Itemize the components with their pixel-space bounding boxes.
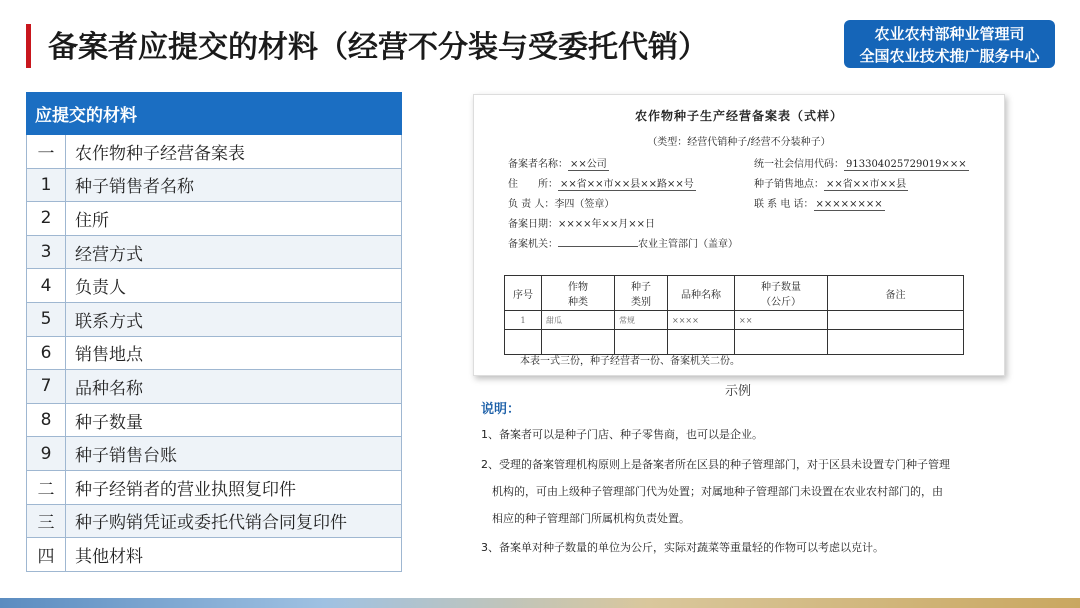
row-number: 3 [27, 235, 66, 269]
row-number: 4 [27, 269, 66, 303]
sample-cell: 1 [505, 311, 542, 330]
sample-cell: ×××× [668, 311, 735, 330]
row-number: 9 [27, 437, 66, 471]
table-row [27, 168, 402, 202]
row-text: 其他材料 [66, 538, 402, 572]
sample-cell: ×× [735, 311, 828, 330]
materials-table-header: 应提交的材料 [27, 93, 402, 135]
field-value: 农业主管部门（盖章） [638, 239, 738, 250]
row-text: 住所 [66, 202, 402, 236]
table-row [27, 135, 402, 169]
table-row [27, 504, 402, 538]
field-credit-code [754, 155, 969, 170]
sample-col-header: 备注 [828, 276, 964, 311]
sample-form [473, 94, 1005, 376]
field-label: 联 系 电 话： [754, 199, 814, 210]
title-accent-bar [26, 24, 31, 68]
row-text: 种子销售台账 [66, 437, 402, 471]
field-sales-place [754, 175, 908, 190]
sample-col-header: 品种名称 [668, 276, 735, 311]
field-value: 李四（签章） [554, 199, 615, 210]
row-number: 1 [27, 168, 66, 202]
row-text: 种子购销凭证或委托代销合同复印件 [66, 504, 402, 538]
sample-col-header: 种子 类别 [615, 276, 668, 311]
row-number: 6 [27, 336, 66, 370]
field-value: ×××××××× [815, 199, 883, 210]
field-label: 备案者名称： [508, 159, 568, 170]
field-label: 备案机关： [508, 239, 558, 250]
sample-cell [615, 330, 668, 355]
row-text: 负责人 [66, 269, 402, 303]
field-value: ××省××市××县××路××号 [560, 179, 694, 190]
sample-table [504, 275, 964, 355]
field-person [508, 195, 614, 210]
sample-col-header: 种子数量 （公斤） [735, 276, 828, 311]
sample-cell: 甜瓜 [542, 311, 615, 330]
field-value: ××公司 [570, 159, 607, 170]
org-name-2: 全国农业技术推广服务中心 [859, 47, 1040, 65]
field-label: 负 责 人： [508, 199, 555, 210]
row-text: 联系方式 [66, 302, 402, 336]
row-text: 种子数量 [66, 403, 402, 437]
table-row [27, 302, 402, 336]
row-text: 经营方式 [66, 235, 402, 269]
note-item-2-line-2: 机构的，可由上级种子管理部门代为处置；对属地种子管理部门未设置在农业农村部门的，由 [492, 485, 943, 498]
table-row [27, 370, 402, 404]
sample-cell [828, 311, 964, 330]
field-value: ××××年××月××日 [558, 219, 656, 230]
note-item-3: 3、备案单对种子数量的单位为公斤，实际对蔬菜等重量轻的作物可以考虑以克计。 [481, 541, 884, 554]
sample-cell [505, 330, 542, 355]
row-text: 品种名称 [66, 370, 402, 404]
sample-caption: 示例 [724, 384, 751, 399]
table-row [27, 470, 402, 504]
table-row [27, 437, 402, 471]
row-number: 7 [27, 370, 66, 404]
field-label: 统一社会信用代码： [754, 159, 844, 170]
table-row [27, 235, 402, 269]
row-text: 农作物种子经营备案表 [66, 135, 402, 169]
row-number: 5 [27, 302, 66, 336]
sample-cell [542, 330, 615, 355]
sample-cell [668, 330, 735, 355]
field-value: 913304025729019××× [846, 159, 967, 170]
org-name-1: 农业农村部种业管理司 [874, 25, 1025, 43]
materials-table [26, 92, 402, 572]
field-label: 住 所： [508, 179, 558, 190]
sample-col-header: 序号 [505, 276, 542, 311]
row-number: 四 [27, 538, 66, 572]
note-item-1: 1、备案者可以是种子门店、种子零售商，也可以是企业。 [481, 428, 763, 441]
signature-line [558, 236, 638, 247]
row-number: 二 [27, 470, 66, 504]
field-label: 备案日期： [508, 219, 558, 230]
sample-cell [828, 330, 964, 355]
table-row [27, 202, 402, 236]
note-item-2-line-3: 相应的种子管理部门所属机构负责处置。 [492, 512, 690, 525]
bottom-decoration-strip [0, 598, 1080, 608]
field-value: ××省××市××县 [826, 179, 907, 190]
row-number: 2 [27, 202, 66, 236]
note-item-2-line-1: 2、受理的备案管理机构原则上是备案者所在区县的种子管理部门，对于区县未设置专门种子管理 [481, 458, 950, 471]
sample-title: 农作物种子生产经营备案表（式样） [634, 109, 843, 123]
table-row [505, 330, 964, 355]
notes-heading: 说明： [481, 402, 521, 417]
field-authority [508, 235, 738, 250]
sample-col-header: 作物 种类 [542, 276, 615, 311]
sample-cell [735, 330, 828, 355]
field-address [508, 175, 696, 190]
sample-cell: 常规 [615, 311, 668, 330]
page-title: 备案者应提交的材料（经营不分装与受委托代销） [48, 30, 708, 65]
field-label: 种子销售地点： [754, 179, 824, 190]
field-date [508, 215, 655, 230]
org-badge [844, 20, 1055, 68]
row-text: 销售地点 [66, 336, 402, 370]
field-phone [754, 195, 885, 210]
row-number: 三 [27, 504, 66, 538]
sample-subtitle: （类型：经营代销种子/经营不分装种子） [647, 137, 831, 148]
table-row [505, 311, 964, 330]
table-row [27, 336, 402, 370]
table-row [27, 538, 402, 572]
table-row [27, 269, 402, 303]
row-text: 种子经销者的营业执照复印件 [66, 470, 402, 504]
row-number: 8 [27, 403, 66, 437]
field-name [508, 155, 609, 170]
sample-note: 本表一式三份，种子经营者一份、备案机关二份。 [520, 356, 740, 367]
row-text: 种子销售者名称 [66, 168, 402, 202]
table-row [27, 403, 402, 437]
row-number: 一 [27, 135, 66, 169]
